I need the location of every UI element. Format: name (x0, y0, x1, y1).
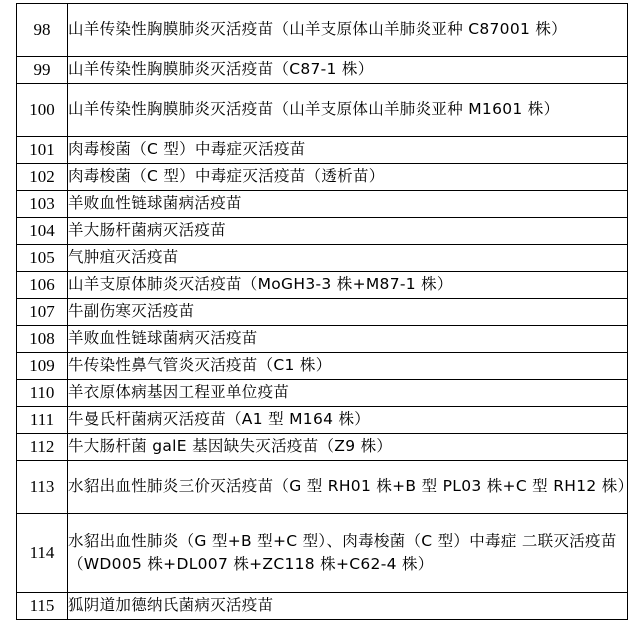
row-number: 111 (17, 407, 68, 434)
row-number: 109 (17, 353, 68, 380)
vaccine-name: 羊大肠杆菌病灭活疫苗 (68, 218, 628, 245)
table-row (17, 84, 628, 137)
row-number: 101 (17, 137, 68, 164)
table-row (17, 326, 628, 353)
vaccine-name: 牛大肠杆菌 galE 基因缺失灭活疫苗（Z9 株） (68, 434, 628, 461)
vaccine-table (16, 3, 634, 620)
vaccine-name: 水貂出血性肺炎（G 型+B 型+C 型）、肉毒梭菌（C 型）中毒症 二联灭活疫苗（WD005 株+DL007 株+ZC118 株+C62-4 株） (68, 514, 628, 593)
row-number: 107 (17, 299, 68, 326)
vaccine-name: 山羊传染性胸膜肺炎灭活疫苗（山羊支原体山羊肺炎亚种 C87001 株） (68, 4, 628, 57)
vaccine-name: 狐阴道加德纳氏菌病灭活疫苗 (68, 593, 628, 620)
table-row (17, 593, 628, 620)
table-row (17, 218, 628, 245)
row-number: 102 (17, 164, 68, 191)
row-number: 103 (17, 191, 68, 218)
row-number: 110 (17, 380, 68, 407)
table-row (17, 299, 628, 326)
table-row (17, 380, 628, 407)
vaccine-name: 气肿疽灭活疫苗 (68, 245, 628, 272)
table-row (17, 272, 628, 299)
vaccine-name: 肉毒梭菌（C 型）中毒症灭活疫苗 (68, 137, 628, 164)
table-row (17, 461, 628, 514)
table-row (17, 57, 628, 84)
vaccine-name: 山羊传染性胸膜肺炎灭活疫苗（山羊支原体山羊肺炎亚种 M1601 株） (68, 84, 628, 137)
row-number: 98 (17, 4, 68, 57)
row-number: 105 (17, 245, 68, 272)
table-row (17, 137, 628, 164)
table-row (17, 353, 628, 380)
table-row (17, 407, 628, 434)
table-row (17, 434, 628, 461)
table-row (17, 164, 628, 191)
table-row (17, 245, 628, 272)
vaccine-name: 牛副伤寒灭活疫苗 (68, 299, 628, 326)
vaccine-name: 山羊传染性胸膜肺炎灭活疫苗（C87-1 株） (68, 57, 628, 84)
row-number: 113 (17, 461, 68, 514)
document-page (0, 3, 644, 631)
vaccine-name: 羊败血性链球菌病活疫苗 (68, 191, 628, 218)
vaccine-name: 肉毒梭菌（C 型）中毒症灭活疫苗（透析苗） (68, 164, 628, 191)
row-number: 108 (17, 326, 68, 353)
table-row (17, 514, 628, 593)
row-number: 100 (17, 84, 68, 137)
table-body (17, 4, 634, 620)
vaccine-name: 羊衣原体病基因工程亚单位疫苗 (68, 380, 628, 407)
row-number: 115 (17, 593, 68, 620)
vaccine-name: 山羊支原体肺炎灭活疫苗（MoGH3-3 株+M87-1 株） (68, 272, 628, 299)
row-number: 112 (17, 434, 68, 461)
row-number: 106 (17, 272, 68, 299)
row-number: 104 (17, 218, 68, 245)
row-number: 114 (17, 514, 68, 593)
table-row (17, 4, 628, 57)
row-number: 99 (17, 57, 68, 84)
vaccine-name: 牛曼氏杆菌病灭活疫苗（A1 型 M164 株） (68, 407, 628, 434)
vaccine-name: 羊败血性链球菌病灭活疫苗 (68, 326, 628, 353)
vaccine-name: 牛传染性鼻气管炎灭活疫苗（C1 株） (68, 353, 628, 380)
vaccine-name: 水貂出血性肺炎三价灭活疫苗（G 型 RH01 株+B 型 PL03 株+C 型 RH12 株） (68, 461, 628, 514)
table-row (17, 191, 628, 218)
